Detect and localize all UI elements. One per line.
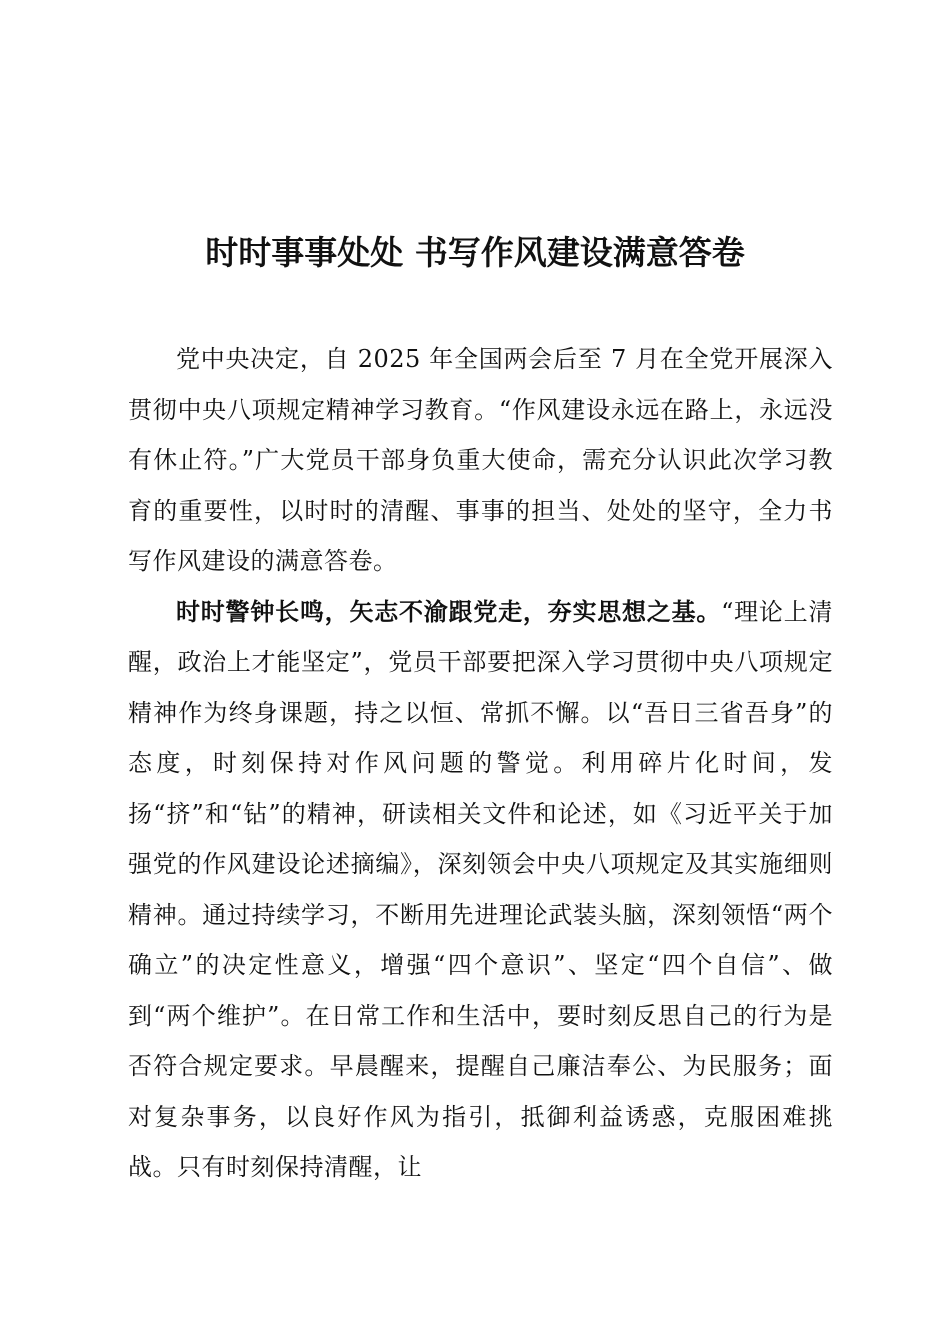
paragraph-2 <box>128 587 833 1193</box>
paragraph-1-text: 党中央决定，自 2025 年全国两会后至 7 月在全党开展深入贯彻中央八项规定精神学习教育。“作风建设永远在路上，永远没有休止符。”广大党员干部身负重大使命，需充分认识此次学习教育的重要性，以时时的清醒、事事的担当、处处的坚守，全力书写作风建设的满意答卷。 <box>128 345 833 575</box>
paragraph-1 <box>128 334 833 587</box>
paragraph-2-text: “理论上清醒，政治上才能坚定”，党员干部要把深入学习贯彻中央八项规定精神作为终身课题，持之以恒、常抓不懈。以“吾日三省吾身”的态度，时刻保持对作风问题的警觉。利用碎片化时间，发扬“挤”和“钻”的精神，研读相关文件和论述，如《习近平关于加强党的作风建设论述摘编》，深刻领会中央八项规定及其实施细则精神。通过持续学习，不断用先进理论武装头脑，深刻领悟“两个确立”的决定性意义，增强“四个意识”、坚定“四个自信”、做到“两个维护”。在日常工作和生活中，要时刻反思自己的行为是否符合规定要求。早晨醒来，提醒自己廉洁奉公、为民服务；面对复杂事务，以良好作风为指引，抵御利益诱惑，克服困难挑战。只有时刻保持清醒，让 <box>128 597 833 1181</box>
document-title: 时时事事处处 书写作风建设满意答卷 <box>205 233 745 272</box>
document-body <box>128 334 833 1193</box>
paragraph-2-lead: 时时警钟长鸣，矢志不渝跟党走，夯实思想之基。 <box>176 597 722 626</box>
